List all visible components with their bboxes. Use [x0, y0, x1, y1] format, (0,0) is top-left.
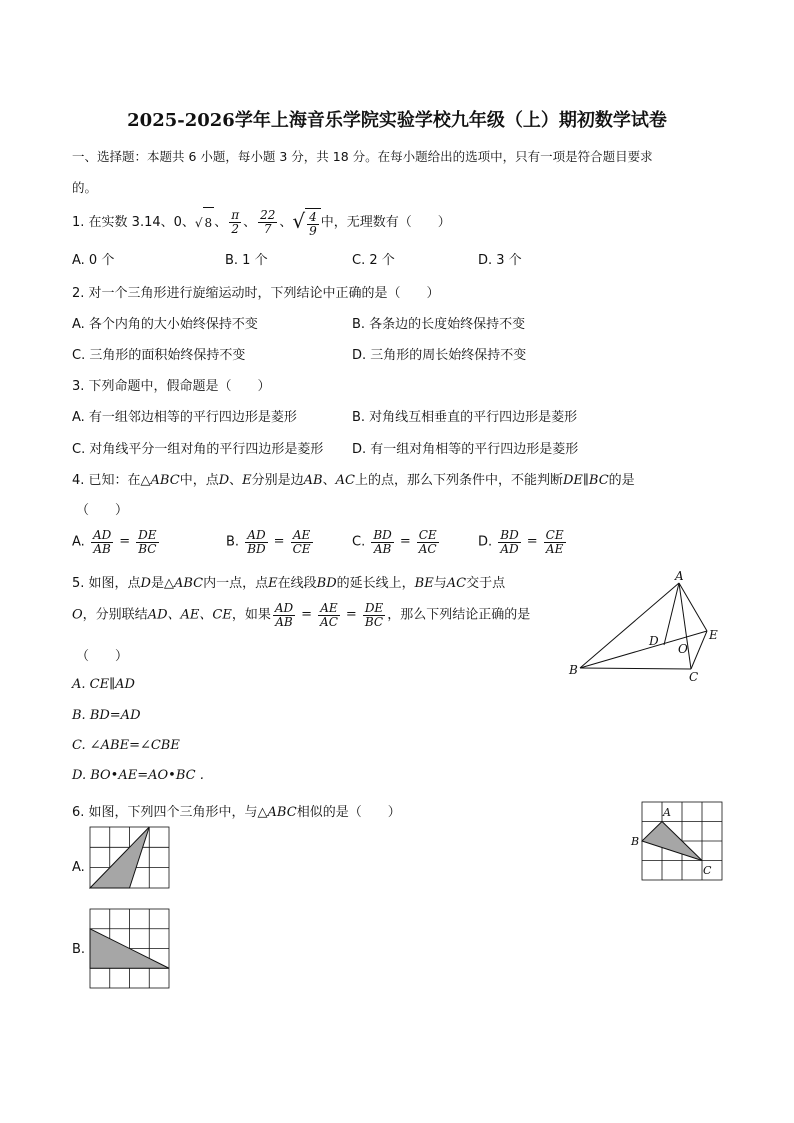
section-header-line2: 的。 — [72, 180, 98, 195]
q1-frac-pi: $\frac{\pi}{2}$ — [231, 208, 240, 236]
label-b: B — [631, 835, 640, 848]
label-c: C — [703, 864, 712, 877]
label-a: A — [675, 569, 684, 583]
label-o: O — [678, 642, 688, 656]
q1-option-b: B. 1 个 — [225, 253, 268, 268]
q4-paren: （ ） — [76, 503, 129, 518]
q2-option-d: D. 三角形的周长始终保持不变 — [352, 348, 527, 363]
q2-option-b: B. 各条边的长度始终保持不变 — [352, 317, 526, 332]
q1-option-d: D. 3 个 — [478, 253, 522, 268]
q4-option-c: C. $\frac{BD}{AB}$ = $\frac{CE}{AC}$ — [352, 527, 437, 556]
label-d: D — [649, 634, 659, 648]
q3-option-a: A. 有一组邻边相等的平行四边形是菱形 — [72, 410, 297, 425]
segment-bc — [580, 668, 691, 669]
page-title: 2025-2026学年上海音乐学院实验学校九年级（上）期初数学试卷 — [127, 110, 667, 131]
label-b: B — [569, 663, 578, 677]
q6-reference-grid — [628, 800, 728, 884]
q1-sqrt8: √ 8 — [195, 207, 214, 238]
option-a-triangle — [90, 827, 149, 888]
q5-option-b: B. BD=AD — [72, 708, 141, 723]
q5-stem-line2: O，分别联结AD、AE、CE，如果 $\frac{AD}{AB}$ = $\frac{AE}{AC}$ = $\frac{DE}{BC}$ ，那么下列结论正确的是 — [72, 600, 531, 629]
q5-option-a: A. CE∥AD — [72, 677, 135, 692]
q1-prefix: 1. 在实数 3.14、0、 — [72, 215, 195, 230]
label-e: E — [709, 628, 718, 642]
q2-stem: 2. 对一个三角形进行旋缩运动时，下列结论中正确的是（ ） — [72, 286, 440, 301]
segment-ab — [580, 583, 679, 668]
section-header-line1: 一、选择题：本题共 6 小题，每小题 3 分，共 18 分。在每小题给出的选项中，只有一项是符合题目要求 — [72, 149, 653, 164]
q6-option-b-grid — [89, 908, 171, 990]
q1-suffix: 中，无理数有（ ） — [320, 215, 451, 230]
q5-option-d: D. BO•AE=AO•BC . — [72, 768, 204, 783]
label-a: A — [663, 806, 671, 819]
q6-option-b-label: B. — [72, 942, 86, 957]
q5-option-c: C. ∠ABE=∠CBE — [72, 738, 180, 753]
segment-ce — [691, 631, 707, 669]
q2-option-c: C. 三角形的面积始终保持不变 — [72, 348, 246, 363]
q1-option-a: A. 0 个 — [72, 253, 115, 268]
q1-option-c: C. 2 个 — [352, 253, 395, 268]
q4-option-d: D. $\frac{BD}{AD}$ = $\frac{CE}{AE}$ — [478, 527, 564, 556]
q4-option-a: A. $\frac{AD}{AB}$ = $\frac{DE}{BC}$ — [72, 527, 157, 556]
q5-triangle-figure — [560, 565, 730, 685]
q3-stem: 3. 下列命题中，假命题是（ ） — [72, 379, 271, 394]
q3-option-d: D. 有一组对角相等的平行四边形是菱形 — [352, 442, 579, 457]
q3-option-c: C. 对角线平分一组对角的平行四边形是菱形 — [72, 442, 324, 457]
q5-stem-line1: 5. 如图，点D是△ABC内一点，点E在线段BD的延长线上，BE与AC交于点 — [72, 576, 506, 591]
q2-option-a: A. 各个内角的大小始终保持不变 — [72, 317, 258, 332]
segment-ac — [679, 583, 691, 669]
label-c: C — [689, 670, 699, 684]
q4-stem: 4. 已知：在△ABC中，点D、E分别是边AB、AC上的点，那么下列条件中，不能判断DE∥BC的是 — [72, 473, 635, 488]
q6-stem: 6. 如图，下列四个三角形中，与△ABC相似的是（ ） — [72, 805, 401, 820]
q6-option-a-grid — [89, 826, 171, 890]
q1-stem: 1. 在实数 3.14、0、√ 8 、 $\frac{\pi}{2}$ 、 $\frac{22}{7}$ 、√ $\frac{4}{9}$ 中，无理数有（ ） — [72, 208, 451, 238]
q4-option-b: B. $\frac{AD}{BD}$ = $\frac{AE}{CE}$ — [226, 527, 311, 556]
q5-paren: （ ） — [76, 649, 129, 664]
segment-ad — [664, 583, 679, 645]
segment-ae — [679, 583, 707, 631]
q1-frac-22-7: $\frac{22}{7}$ — [260, 208, 276, 236]
q3-option-b: B. 对角线互相垂直的平行四边形是菱形 — [352, 410, 578, 425]
q1-sqrt-4-9: √ $\frac{4}{9}$ — [292, 206, 320, 239]
q6-option-a-label: A. — [72, 860, 85, 875]
